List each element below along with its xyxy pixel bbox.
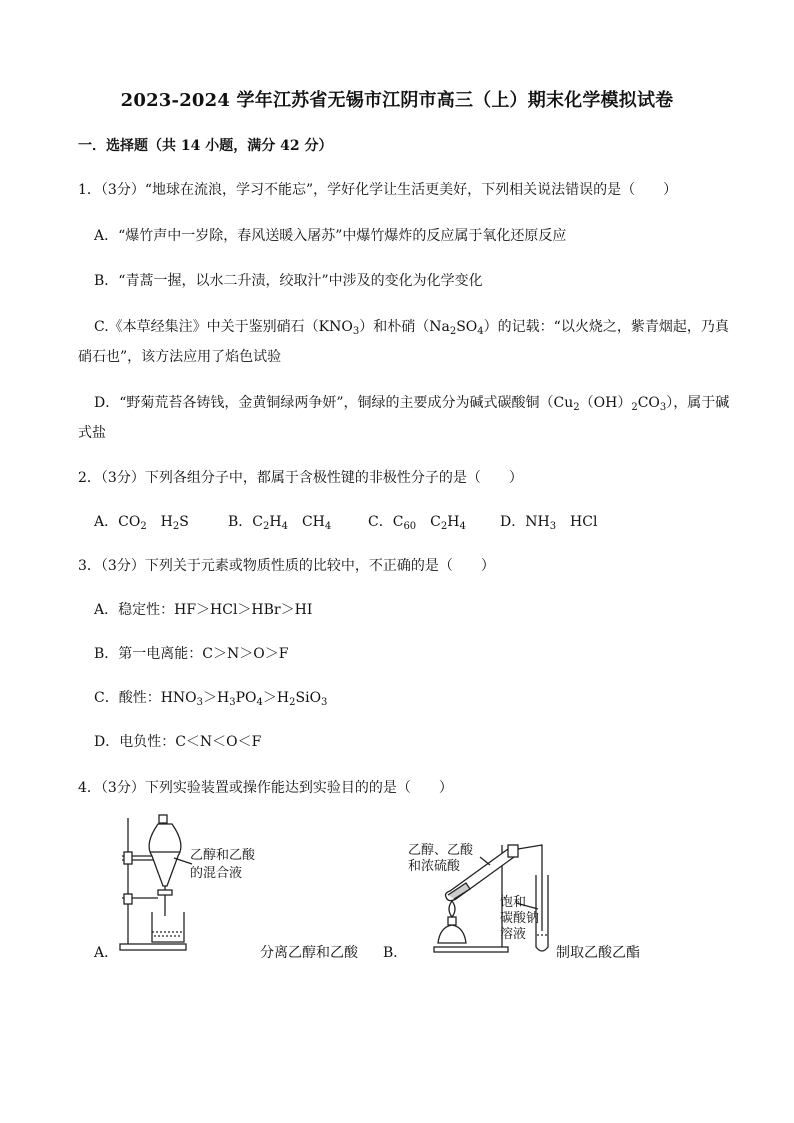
q4-option-a-letter: A．: [94, 945, 119, 961]
q4-option-a-caption: 分离乙醇和乙酸: [260, 945, 358, 961]
ester-apparatus-figure: [404, 835, 564, 963]
q2-option-d: D．$NH_3$ HCl: [500, 514, 598, 532]
ester-label-line3: 饱和: [500, 895, 527, 910]
q3-option-b: B．第一电离能：C＞N＞O＞F: [94, 646, 289, 662]
q3-stem: 3．（3分）下列关于元素或物质性质的比较中，不正确的是（ ）: [78, 558, 495, 574]
ester-label-line4: 碳酸钠: [500, 911, 540, 926]
ester-label-line1: 乙醇、乙酸: [408, 843, 474, 858]
ester-label-line5: 溶液: [500, 927, 527, 942]
q3-option-d: D．电负性：C＜N＜O＜F: [94, 734, 262, 750]
q1-option-d-line2: 式盐: [78, 425, 106, 441]
section-heading: 一．选择题（共 14 小题，满分 42 分）: [78, 138, 333, 154]
page-title: 2023-2024 学年江苏省无锡市江阴市高三（上）期末化学模拟试卷: [120, 90, 674, 111]
q3-option-a: A．稳定性：HF＞HCl＞HBr＞HI: [94, 602, 313, 618]
q3-option-c: C．酸性：$HNO_3>H_3PO_4>H_2SiO_3$: [94, 690, 328, 708]
q1-option-d-line1: D．“野菊荒苔各铸钱，金黄铜绿两争妍”，铜绿的主要成分为碱式碳酸铜$(Cu_2(OH)_2CO_3)$，属于碱: [94, 395, 730, 413]
q1-option-b: B．“青蒿一握，以水二升渍，绞取汁”中涉及的变化为化学变化: [94, 273, 483, 289]
q4-option-b-letter: B．: [383, 945, 408, 961]
q4-option-b-caption: 制取乙酸乙酯: [556, 945, 640, 961]
q1-option-c-line1: C.《本草经集注》中关于鉴别硝石$(KNO_3)$和朴硝$(Na_2SO_4)$的记载：“以火烧之，紫青烟起，乃真: [94, 319, 729, 337]
ester-label-line2: 和浓硫酸: [408, 859, 461, 874]
q1-option-c-line2: 硝石也”，该方法应用了焰色试验: [78, 349, 282, 365]
q4-stem: 4．（3分）下列实验装置或操作能达到实验目的的是（ ）: [78, 780, 453, 796]
q2-option-a: A．$CO_2$ $H_2S$: [94, 514, 189, 532]
q2-option-c: C．$C_{60}$ $C_2H_4$: [368, 514, 466, 532]
separatory-funnel-drawing: [112, 812, 272, 962]
separatory-funnel-figure: [112, 812, 272, 962]
q2-stem: 2．（3分）下列各组分子中，都属于含极性键的非极性分子的是（ ）: [78, 470, 523, 486]
funnel-label-line1: 乙醇和乙酸: [190, 848, 256, 863]
q1-option-a: A．“爆竹声中一岁除，春风送暖入屠苏”中爆竹爆炸的反应属于氧化还原反应: [94, 228, 567, 244]
q2-option-b: B．$C_2H_4$ $CH_4$: [228, 514, 332, 532]
funnel-label-line2: 的混合液: [190, 866, 243, 881]
q1-stem: 1．（3分）“地球在流浪，学习不能忘”，学好化学让生活更美好，下列相关说法错误的是（ ）: [78, 182, 678, 198]
